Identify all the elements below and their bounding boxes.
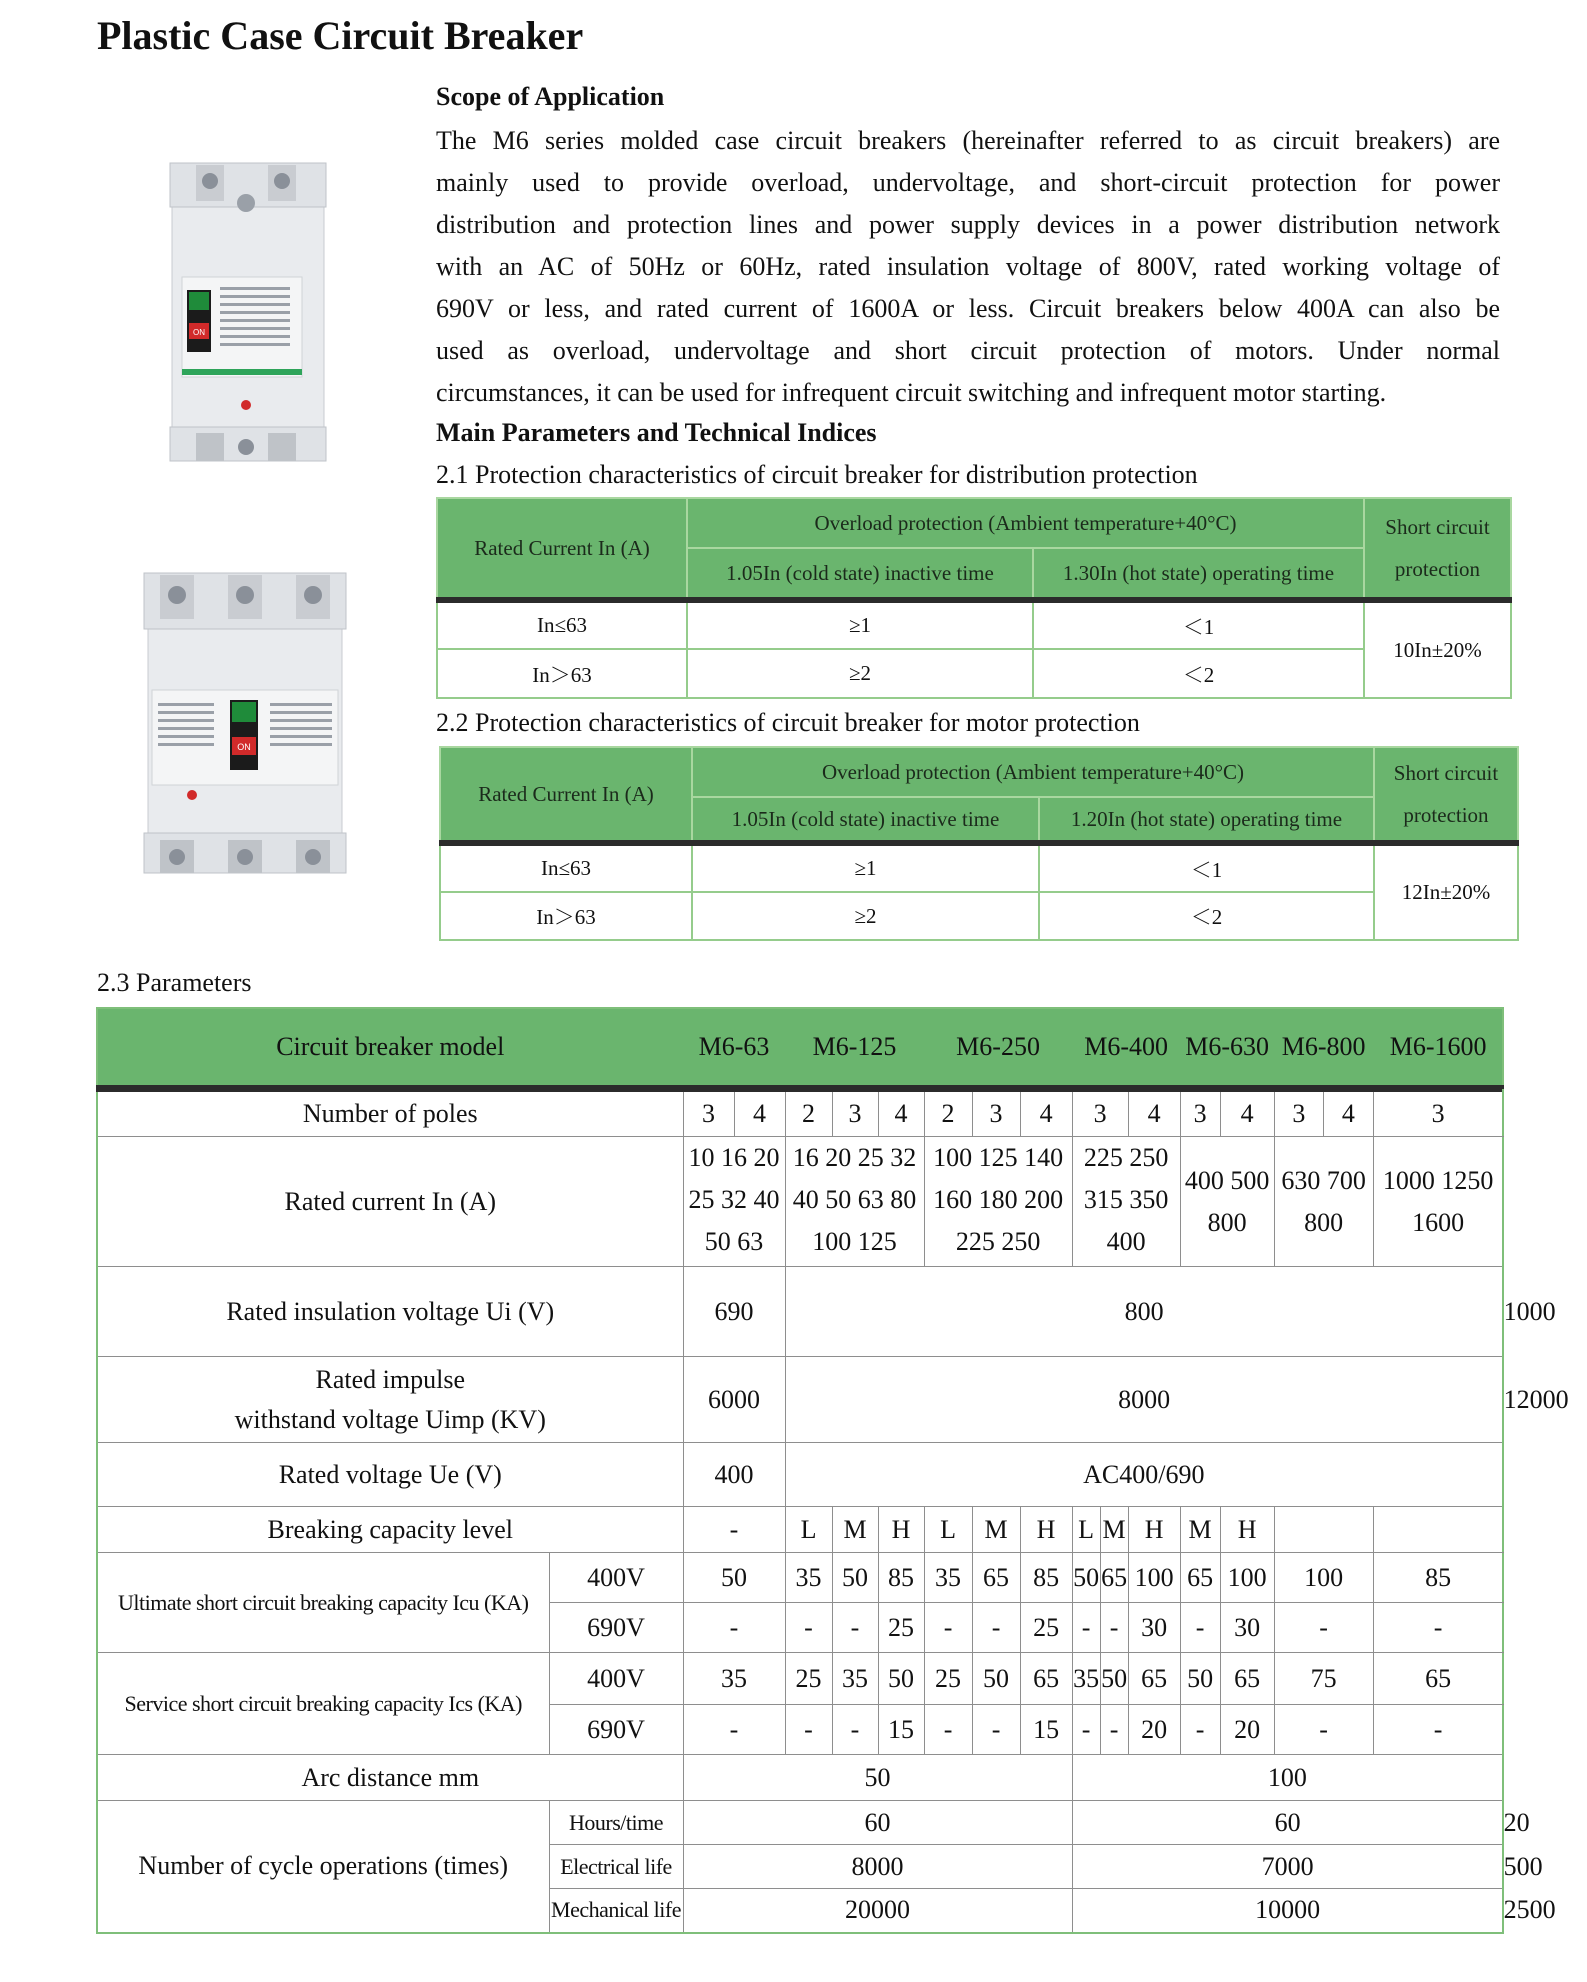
insulation-voltage-row: Rated insulation voltage Ui (V) 690 800 1000: [97, 1267, 1503, 1357]
short-circuit-value: 12In±20%: [1374, 843, 1518, 940]
rated-current-label: Rated current In (A): [97, 1137, 683, 1267]
scope-line: circumstances, it can be used for infrequent circuit switching and infrequent motor starting.: [436, 378, 1387, 407]
cycle-operations-label: Number of cycle operations (times): [97, 1801, 549, 1933]
model-m6-1600: M6-1600: [1373, 1008, 1503, 1089]
scope-line: mainly used to provide overload, undervoltage, and short-circuit protection for power: [436, 168, 1500, 197]
table-2-2-caption: 2.2 Protection characteristics of circuit breaker for motor protection: [436, 708, 1140, 737]
ics-400v-row: Service short circuit breaking capacity Ics (KA) 400V 35 25 35 50 25 50 65 35 50 65 50 65 75 65: [97, 1653, 1503, 1705]
main-parameters-heading: Main Parameters and Technical Indices: [436, 418, 877, 447]
overload-header: Overload protection (Ambient temperature+40°C): [687, 498, 1364, 548]
arc-distance-label: Arc distance mm: [97, 1755, 683, 1801]
cold-state-header: 1.05In (cold state) inactive time: [687, 548, 1033, 600]
breaking-level-label: Breaking capacity level: [97, 1507, 683, 1553]
distribution-protection-table: [436, 497, 1512, 699]
parameters-table: [96, 1007, 1569, 1934]
scope-line: 690V or less, and rated current of 1600A or less. Circuit breakers below 400A can also be: [436, 294, 1500, 323]
ics-690v-row: 690V - - - 15 - - 15 - - 20 - 20 - -: [97, 1705, 1503, 1755]
short-circuit-header: Short circuit protection: [1364, 498, 1511, 600]
model-header: Circuit breaker model: [97, 1008, 683, 1089]
model-m6-250: M6-250: [924, 1008, 1072, 1089]
electrical-life-row: Electrical life 8000 7000 500: [97, 1845, 1503, 1889]
table-row: In≤63 ≥1 ＜1 12In±20%: [440, 843, 1518, 892]
cold-state-header: 1.05In (cold state) inactive time: [692, 797, 1039, 843]
icu-label: Ultimate short circuit breaking capacity Icu (KA): [97, 1553, 549, 1653]
insulation-voltage-label: Rated insulation voltage Ui (V): [97, 1267, 683, 1357]
model-m6-400: M6-400: [1072, 1008, 1180, 1089]
scope-line: The M6 series molded case circuit breakers (hereinafter referred to as circuit breakers) are: [436, 126, 1500, 155]
hot-state-header: 1.30In (hot state) operating time: [1033, 548, 1364, 600]
model-m6-630: M6-630: [1180, 1008, 1274, 1089]
hot-state-header: 1.20In (hot state) operating time: [1039, 797, 1374, 843]
scope-line: used as overload, undervoltage and short circuit protection of motors. Under normal: [436, 336, 1500, 365]
scope-line: distribution and protection lines and power supply devices in a power distribution network: [436, 210, 1500, 239]
rated-voltage-row: Rated voltage Ue (V) 400 AC400/690: [97, 1443, 1503, 1507]
svg-text:ON: ON: [193, 328, 205, 337]
scope-heading: Scope of Application: [436, 82, 665, 111]
motor-protection-table: [439, 746, 1519, 941]
icu-400v-row: Ultimate short circuit breaking capacity Icu (KA) 400V 50 35 50 85 35 65 85 50 65 100 65 100 100 85: [97, 1553, 1503, 1603]
rated-voltage-label: Rated voltage Ue (V): [97, 1443, 683, 1507]
page-title: Plastic Case Circuit Breaker: [97, 13, 584, 58]
model-m6-63: M6-63: [683, 1008, 785, 1089]
scope-paragraph: [436, 120, 1500, 414]
impulse-voltage-row: Rated impulse withstand voltage Uimp (KV) 6000 8000 12000: [97, 1357, 1503, 1443]
model-m6-125: M6-125: [785, 1008, 924, 1089]
ics-label: Service short circuit breaking capacity Ics (KA): [97, 1653, 549, 1755]
rated-current-header: Rated Current In (A): [440, 747, 692, 843]
breaking-level-row: Breaking capacity level - L M H L M H L M H M H: [97, 1507, 1503, 1553]
icu-690v-row: 690V - - - 25 - - 25 - - 30 - 30 - -: [97, 1603, 1503, 1653]
rated-current-header: Rated Current In (A): [437, 498, 687, 600]
short-circuit-header: Short circuit protection: [1374, 747, 1518, 843]
short-circuit-value: 10In±20%: [1364, 600, 1511, 698]
model-m6-800: M6-800: [1274, 1008, 1373, 1089]
mechanical-life-row: Mechanical life 20000 10000 2500: [97, 1889, 1503, 1933]
rated-current-row: Rated current In (A) 10 16 20 25 32 40 50 63 16 20 25 32 40 50 63 80 100 125 100 125 140 160 180 200 225 250 225 250 315 350 400 400 500 800 630 700 800 1000 1250 1600: [97, 1137, 1503, 1267]
model-header-row: [97, 1008, 1503, 1089]
hours-row: Number of cycle operations (times) Hours/time 60 60 20: [97, 1801, 1503, 1845]
table-row: In＞63 ≥2 ＜2: [440, 892, 1518, 940]
overload-header: Overload protection (Ambient temperature+40°C): [692, 747, 1374, 797]
impulse-voltage-label: Rated impulse withstand voltage Uimp (KV): [97, 1357, 683, 1443]
circuit-breaker-2pole-image: [160, 155, 335, 467]
poles-label: Number of poles: [97, 1089, 683, 1137]
table-row: In≤63 ≥1 ＜1 10In±20%: [437, 600, 1511, 649]
scope-line: with an AC of 50Hz or 60Hz, rated insulation voltage of 800V, rated working voltage of: [436, 252, 1500, 281]
poles-row: Number of poles 3 4 2 3 4 2 3 4 3 4 3 4 3 4 3: [97, 1089, 1503, 1137]
table-row: In＞63 ≥2 ＜2: [437, 649, 1511, 698]
table-2-3-caption: 2.3 Parameters: [97, 968, 252, 997]
circuit-breaker-3pole-image: [140, 565, 350, 880]
arc-distance-row: Arc distance mm 50 100: [97, 1755, 1503, 1801]
svg-text:ON: ON: [237, 742, 251, 752]
table-2-1-caption: 2.1 Protection characteristics of circuit breaker for distribution protection: [436, 460, 1198, 489]
